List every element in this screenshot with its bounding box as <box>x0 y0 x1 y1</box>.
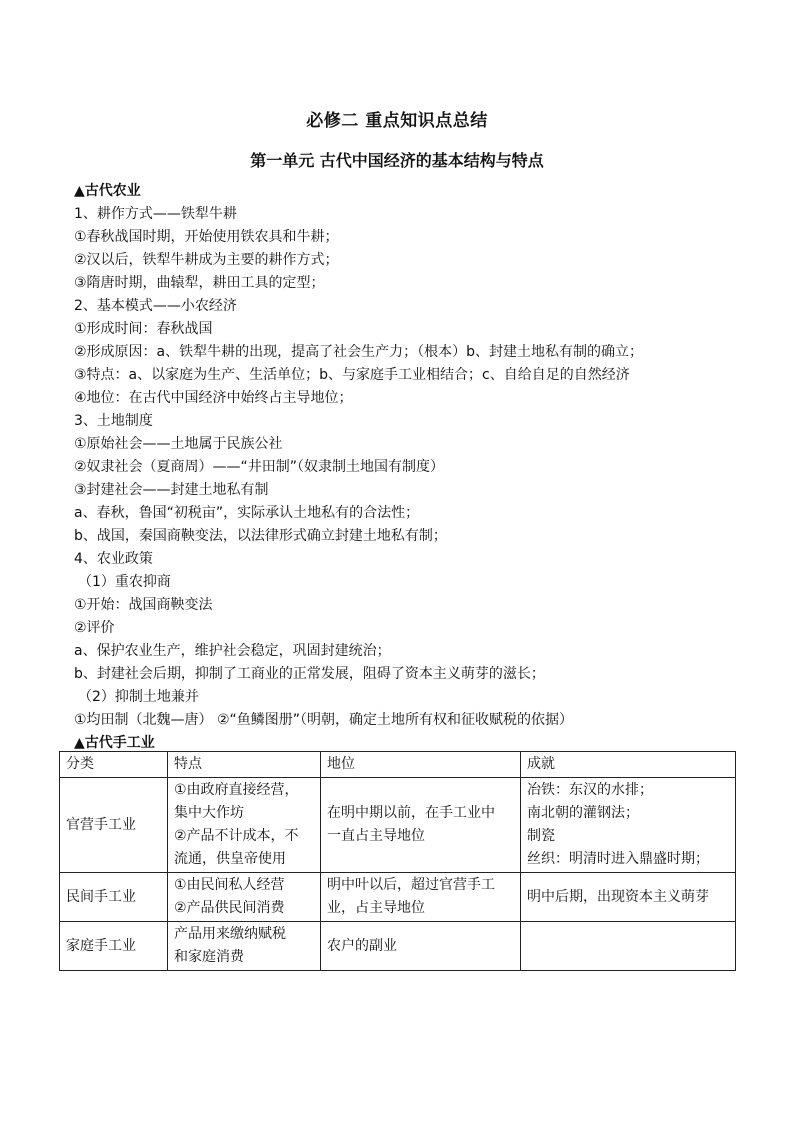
text-line: ①均田制（北魏—唐） ②“鱼鳞图册”（明朝，确定土地所有权和征收赋税的依据） <box>74 712 574 728</box>
table-row <box>60 922 736 971</box>
handicraft-table <box>59 751 736 971</box>
cell-line: 明中后期，出现资本主义萌芽 <box>527 888 709 905</box>
text-line: 4、农业政策 <box>74 551 153 567</box>
text-line: ②评价 <box>74 620 115 636</box>
text-line: ②奴隶社会（夏商周）——“井田制”（奴隶制土地国有制度） <box>74 459 445 475</box>
text-line: （1）重农抑商 <box>78 574 171 590</box>
text-line: ④地位：在古代中国经济中始终占主导地位； <box>74 390 353 406</box>
cell-status <box>321 778 521 873</box>
cell-line: 丝织：明清时进入鼎盛时期； <box>527 851 709 867</box>
text-line: a、春秋，鲁国“初税亩”，实际承认土地私有的合法性； <box>74 505 420 521</box>
cell-line: ①由政府直接经营， <box>174 782 299 798</box>
text-line: a、保护农业生产，维护社会稳定，巩固封建统治； <box>74 643 391 659</box>
cell-line: 在明中期以前，在手工业中 <box>327 805 495 821</box>
text-line: ①春秋战国时期，开始使用铁农具和牛耕； <box>74 229 339 245</box>
cell-line: 制瓷 <box>527 828 555 844</box>
unit-title: 第一单元 古代中国经济的基本结构与特点 <box>250 151 544 170</box>
text-line: ②形成原因：a、铁犁牛耕的出现，提高了社会生产力；（根本）b、封建土地私有制的确立； <box>74 344 644 360</box>
cell-line: 流通，供皇帝使用 <box>174 851 286 867</box>
header-category: 分类 <box>60 752 168 778</box>
cell-status <box>321 922 521 971</box>
text-line: ③隋唐时期，曲辕犁，耕田工具的定型； <box>74 275 325 291</box>
text-line: ②汉以后，铁犁牛耕成为主要的耕作方式； <box>74 252 339 268</box>
text-line: 1、耕作方式——铁犁牛耕 <box>74 206 237 222</box>
cell-line: 业，占主导地位 <box>327 900 425 916</box>
cell-achievements <box>521 922 736 971</box>
table-row <box>60 778 736 873</box>
cell-features <box>168 873 321 922</box>
cell-features <box>168 922 321 971</box>
cell-line: 冶铁：东汉的水排； <box>527 782 653 798</box>
page-title: 必修二 重点知识点总结 <box>306 111 488 131</box>
cell-line: ①由民间私人经营 <box>174 877 285 893</box>
cell-achievements <box>521 873 736 922</box>
text-line: ①形成时间：春秋战国 <box>74 321 213 337</box>
cell-line: 明中叶以后，超过官营手工 <box>327 877 495 893</box>
section-heading: ▲古代农业 <box>74 183 141 199</box>
cell-line: 一直占主导地位 <box>327 828 425 844</box>
cell-category: 家庭手工业 <box>60 922 168 971</box>
text-line: 3、土地制度 <box>74 413 153 429</box>
text-line: b、封建社会后期，抑制了工商业的正常发展，阻碍了资本主义萌芽的滋长； <box>74 666 545 682</box>
text-line: （2）抑制土地兼并 <box>78 689 199 705</box>
cell-category: 官营手工业 <box>60 778 168 873</box>
section-heading: ▲古代手工业 <box>74 735 155 751</box>
text-line: ①原始社会——土地属于民族公社 <box>74 436 283 452</box>
header-achievements: 成就 <box>521 752 736 778</box>
table-header-row <box>60 752 736 778</box>
cell-line: ②产品不计成本，不 <box>174 828 299 844</box>
text-line: ③封建社会——封建土地私有制 <box>74 482 269 498</box>
text-line: 2、基本模式——小农经济 <box>74 298 237 314</box>
header-status: 地位 <box>321 752 521 778</box>
cell-category: 民间手工业 <box>60 873 168 922</box>
text-line: ③特点：a、以家庭为生产、生活单位；b、与家庭手工业相结合；c、自给自足的自然经济 <box>74 367 630 383</box>
cell-status <box>321 873 521 922</box>
header-features: 特点 <box>168 752 321 778</box>
cell-line: 产品用来缴纳赋税 <box>174 926 286 942</box>
cell-line: 农户的副业 <box>327 937 397 954</box>
text-line: b、战国，秦国商鞅变法，以法律形式确立封建土地私有制； <box>74 528 447 544</box>
cell-line: 集中大作坊 <box>174 805 244 821</box>
cell-achievements <box>521 778 736 873</box>
text-line: ①开始：战国商鞅变法 <box>74 597 213 613</box>
cell-line: 南北朝的灌钢法； <box>527 805 639 821</box>
cell-line: 和家庭消费 <box>174 949 244 965</box>
table-row <box>60 873 736 922</box>
cell-features <box>168 778 321 873</box>
cell-line: ②产品供民间消费 <box>174 900 285 916</box>
document-body <box>74 180 744 755</box>
